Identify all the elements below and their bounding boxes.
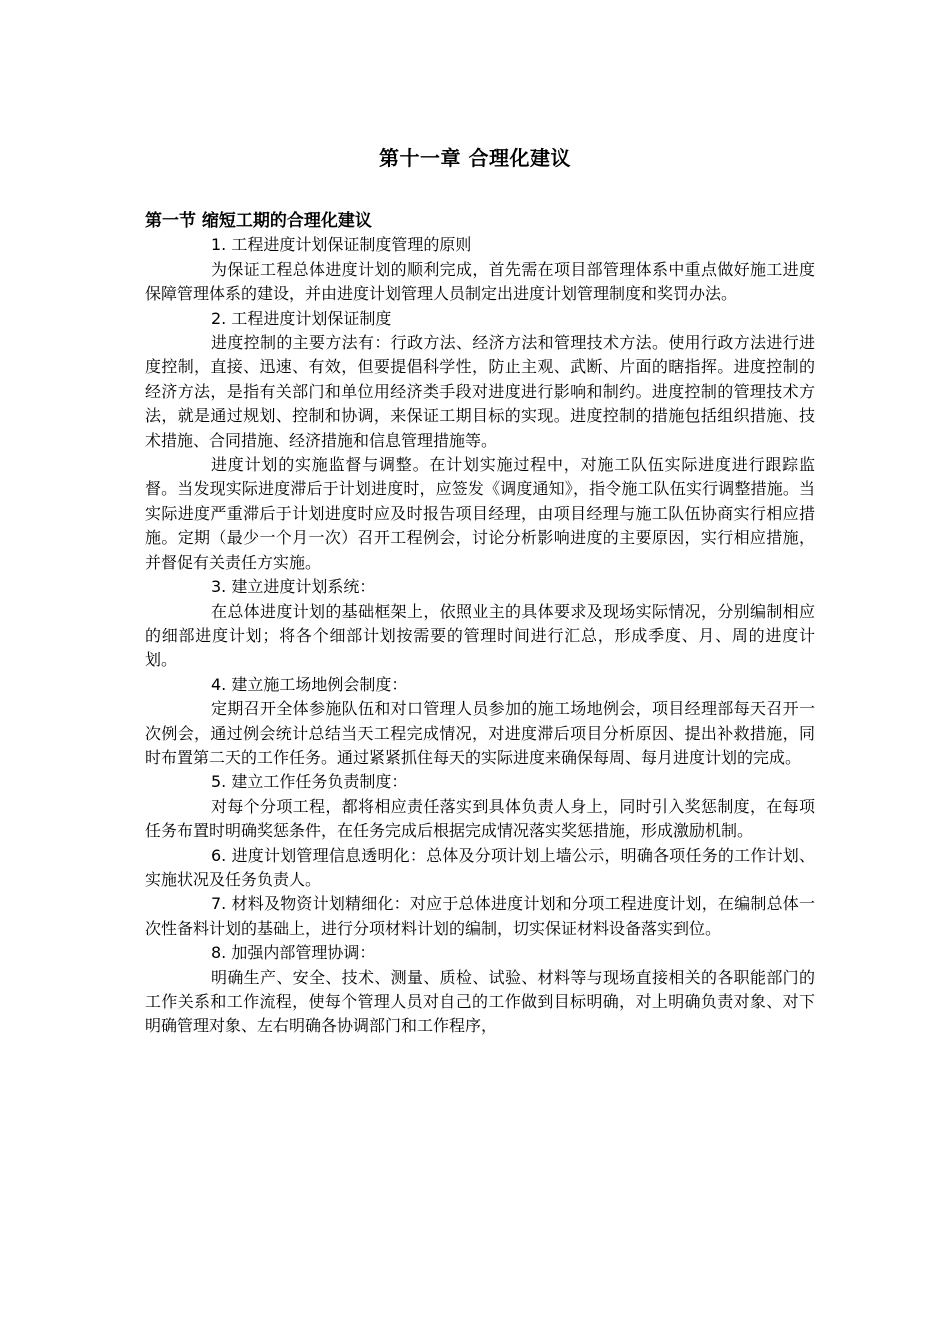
subheading: 3. 建立进度计划系统：: [211, 577, 376, 597]
paragraph: 为保证工程总体进度计划的顺利完成，首先需在项目部管理体系中重点做好施工进度保障管理体系的建设，并由进度计划管理人员制定出进度计划管理制度和奖罚办法。: [145, 259, 815, 304]
paragraph: 进度计划的实施监督与调整。在计划实施过程中，对施工队伍实际进度进行跟踪监督。当发现实际进度滞后于计划进度时，应签发《调度通知》，指令施工队伍实行调整措施。当实际进度严重滞后于计划进度时应及时报告项目经理，由项目经理与施工队伍协商实行相应措施。定期（最少一个月一次）召开工程例会，讨论分析影响进度的主要原因，实行相应措施，并督促有关责任方实施。: [145, 455, 815, 572]
subheading: 1. 工程进度计划保证制度管理的原则: [211, 235, 472, 255]
paragraph: 在总体进度计划的基础框架上，依照业主的具体要求及现场实际情况，分别编制相应的细部进度计划；将各个细部计划按需要的管理时间进行汇总，形成季度、月、周的进度计划。: [145, 601, 815, 670]
section-title: 第一节 缩短工期的合理化建议: [145, 211, 372, 231]
paragraph: 6. 进度计划管理信息透明化：总体及分项计划上墙公示，明确各项任务的工作计划、实施状况及任务负责人。: [145, 845, 815, 889]
paragraph: 对每个分项工程，都将相应责任落实到具体负责人身上，同时引入奖惩制度，在每项任务布置时明确奖惩条件，在任务完成后根据完成情况落实奖惩措施，形成激励机制。: [145, 796, 815, 841]
paragraph: 7. 材料及物资计划精细化：对应于总体进度计划和分项工程进度计划，在编制总体一次性备料计划的基础上，进行分项材料计划的编制，切实保证材料设备落实到位。: [145, 894, 815, 938]
paragraph: 定期召开全体参施队伍和对口管理人员参加的施工场地例会，项目经理部每天召开一次例会，通过例会统计总结当天工程完成情况，对进度滞后项目分析原因、提出补救措施，同时布置第二天的工作任务。通过紧紧抓住每天的实际进度来确保每周、每月进度计划的完成。: [145, 699, 815, 767]
paragraph: 进度控制的主要方法有：行政方法、经济方法和管理技术方法。使用行政方法进行进度控制，直接、迅速、有效，但要提倡科学性，防止主观、武断、片面的瞎指挥。进度控制的经济方法，是指有关部门和单位用经济类手段对进度进行影响和制约。进度控制的管理技术方法，就是通过规划、控制和协调，来保证工期目标的实现。进度控制的措施包括组织措施、技术措施、合同措施、经济措施和信息管理措施等。: [145, 333, 815, 450]
subheading: 5. 建立工作任务负责制度：: [211, 772, 408, 792]
chapter-title: 第十一章 合理化建议: [379, 146, 571, 170]
paragraph: 明确生产、安全、技术、测量、质检、试验、材料等与现场直接相关的各职能部门的工作关系和工作流程，使每个管理人员对自己的工作做到目标明确，对上明确负责对象、对下明确管理对象、左右明确各协调部门和工作程序，: [145, 967, 815, 1036]
subheading: 8. 加强内部管理协调：: [211, 943, 376, 963]
subheading: 2. 工程进度计划保证制度: [211, 308, 392, 328]
document-body: [145, 209, 815, 1039]
subheading: 4. 建立施工场地例会制度：: [211, 674, 408, 694]
